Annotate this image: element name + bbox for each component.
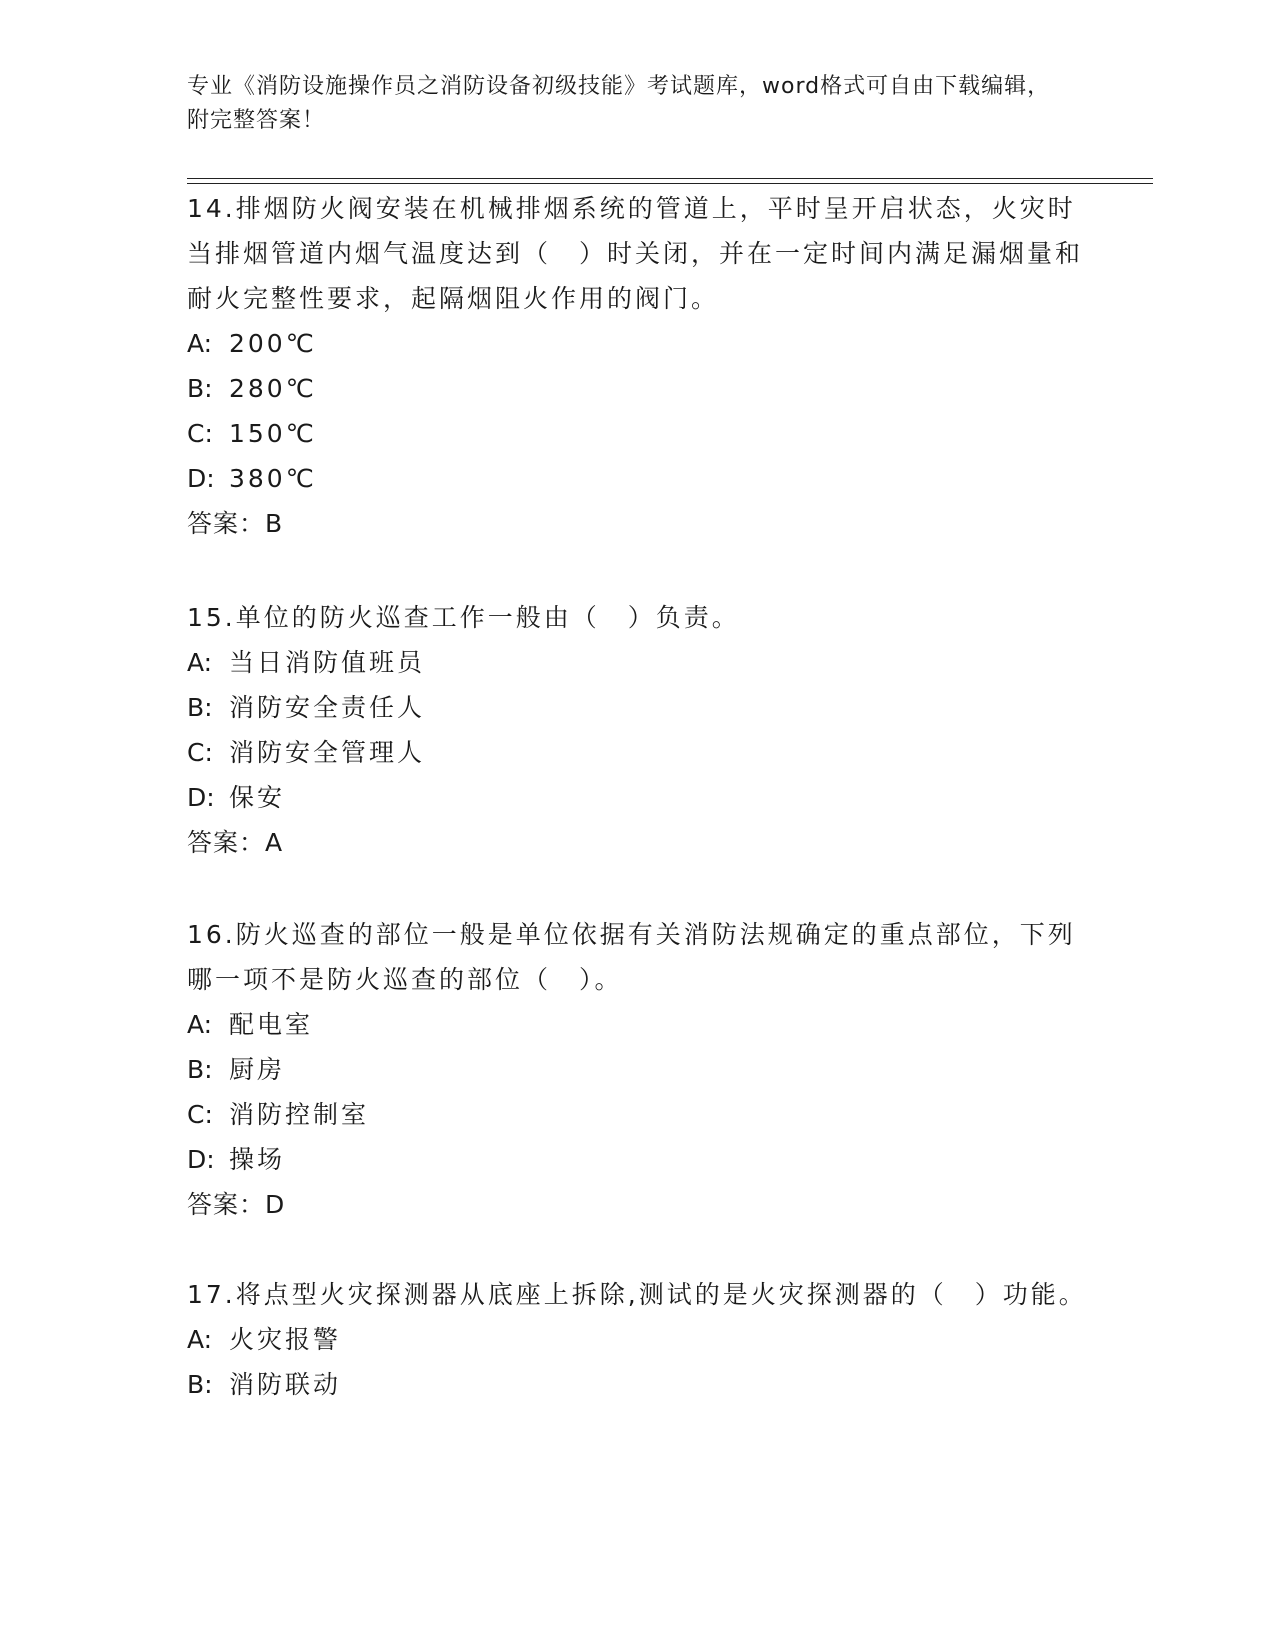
answer-line: 答案：B (187, 509, 284, 538)
option-letter: A: (187, 648, 213, 677)
header-divider-top (187, 178, 1153, 179)
question-stem: 16.防火巡查的部位一般是单位依据有关消防法规确定的重点部位，下列哪一项不是防火巡查的部位（ ）。 (187, 920, 1076, 994)
question-14 (187, 186, 1087, 546)
option-b (187, 366, 1087, 411)
question-16 (187, 912, 1087, 1227)
option-letter: C: (187, 738, 213, 767)
option-text: 火灾报警 (229, 1325, 342, 1354)
option-letter: D: (187, 464, 215, 493)
option-text: 消防联动 (229, 1370, 342, 1399)
option-text: 200℃ (229, 329, 317, 358)
option-c (187, 730, 1087, 775)
option-text: 380℃ (229, 464, 317, 493)
document-intro: 专业《消防设施操作员之消防设备初级技能》考试题库，word格式可自由下载编辑，附完整答案！ (187, 74, 1051, 133)
option-letter: A: (187, 1010, 213, 1039)
answer-line: 答案：A (187, 828, 284, 857)
option-a (187, 1317, 1087, 1362)
option-b (187, 685, 1087, 730)
option-text: 厨房 (229, 1055, 286, 1084)
option-letter: C: (187, 1100, 213, 1129)
option-c (187, 411, 1087, 456)
option-text: 操场 (229, 1145, 286, 1174)
option-b (187, 1362, 1087, 1407)
question-stem: 14.排烟防火阀安装在机械排烟系统的管道上，平时呈开启状态，火灾时当排烟管道内烟气温度达到（ ）时关闭，并在一定时间内满足漏烟量和耐火完整性要求，起隔烟阻火作用的阀门。 (187, 194, 1084, 313)
option-letter: D: (187, 1145, 215, 1174)
option-letter: B: (187, 374, 213, 403)
option-letter: B: (187, 1370, 213, 1399)
option-text: 消防安全管理人 (229, 738, 426, 767)
option-a (187, 640, 1087, 685)
answer-line: 答案：D (187, 1190, 286, 1219)
option-letter: C: (187, 419, 213, 448)
question-17 (187, 1272, 1087, 1407)
question-stem: 17.将点型火灾探测器从底座上拆除,测试的是火灾探测器的（ ）功能。 (187, 1280, 1087, 1309)
option-letter: B: (187, 693, 213, 722)
option-letter: D: (187, 783, 215, 812)
option-c (187, 1092, 1087, 1137)
option-d (187, 456, 1087, 501)
option-text: 280℃ (229, 374, 317, 403)
header-divider-bottom (187, 183, 1153, 184)
option-text: 150℃ (229, 419, 317, 448)
option-letter: A: (187, 329, 213, 358)
option-text: 消防安全责任人 (229, 693, 426, 722)
option-d (187, 1137, 1087, 1182)
option-text: 当日消防值班员 (229, 648, 426, 677)
question-stem: 15.单位的防火巡查工作一般由（ ）负责。 (187, 603, 740, 632)
option-b (187, 1047, 1087, 1092)
option-d (187, 775, 1087, 820)
option-letter: A: (187, 1325, 213, 1354)
option-text: 保安 (229, 783, 286, 812)
option-a (187, 1002, 1087, 1047)
option-a (187, 321, 1087, 366)
option-text: 消防控制室 (229, 1100, 370, 1129)
option-text: 配电室 (229, 1010, 314, 1039)
question-15 (187, 595, 1087, 865)
option-letter: B: (187, 1055, 213, 1084)
